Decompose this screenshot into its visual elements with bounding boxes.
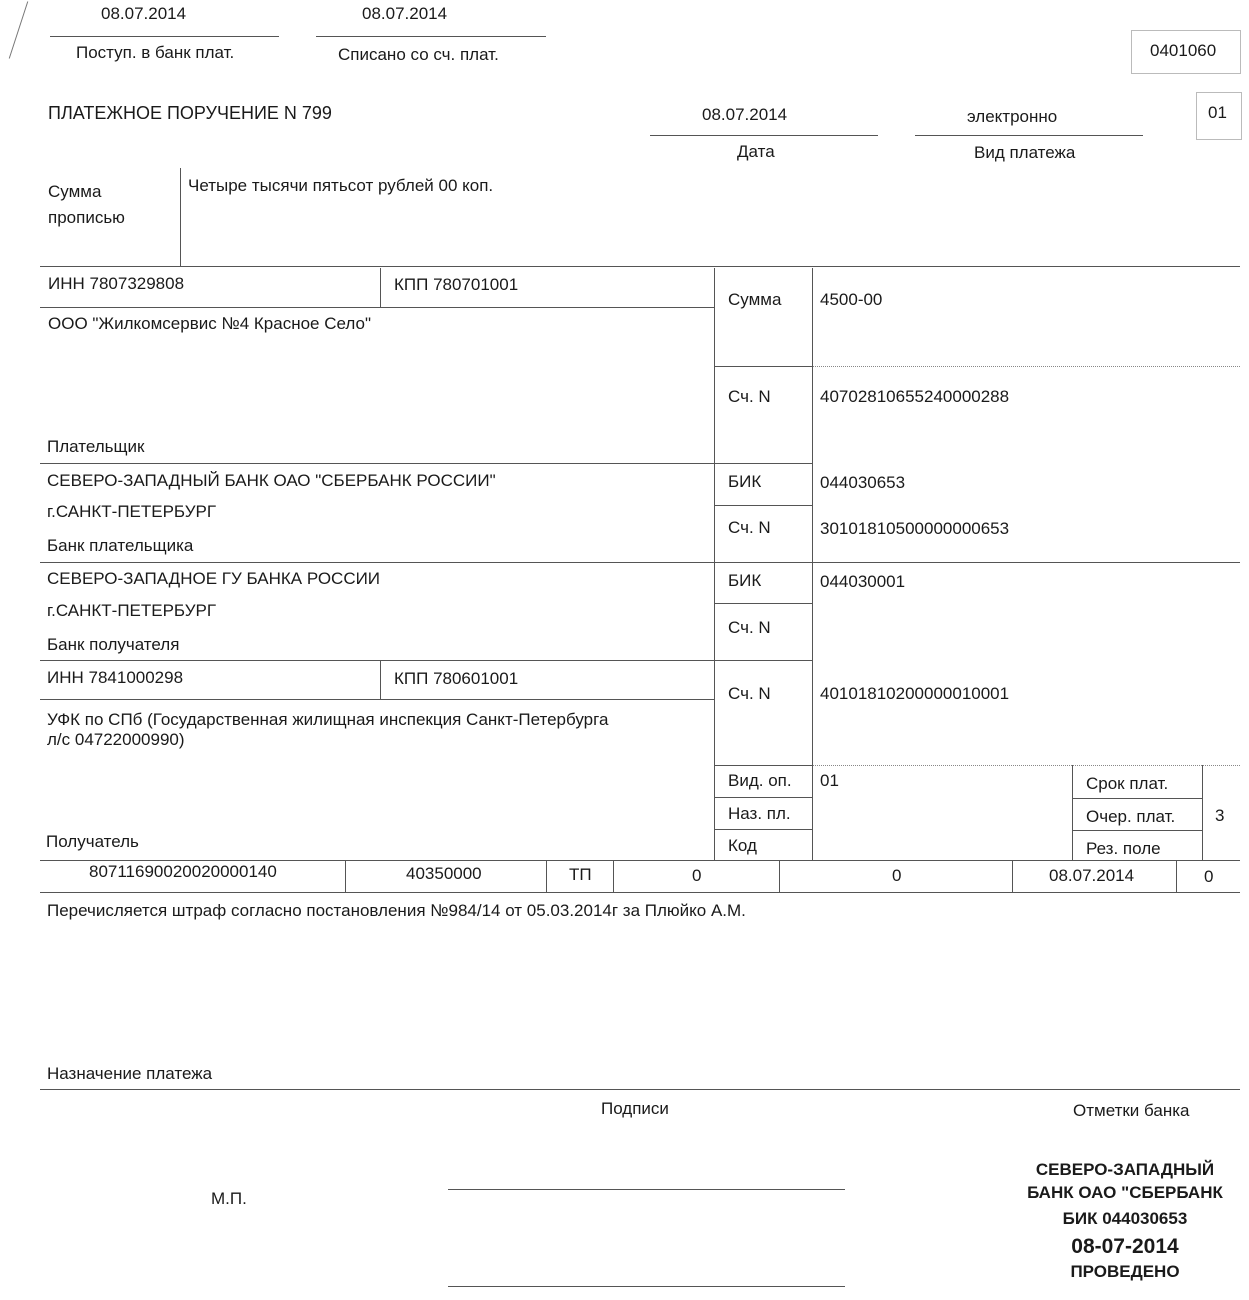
order-date-line bbox=[650, 135, 878, 136]
payer-bank-account: 30101810500000000653 bbox=[820, 519, 1010, 538]
payer-kpp: КПП 780701001 bbox=[394, 275, 519, 294]
amount-words-label-2: прописью bbox=[48, 208, 125, 227]
tax-oktmo: 40350000 bbox=[406, 864, 482, 883]
bank-stamp-line-3: БИК 044030653 bbox=[1062, 1209, 1188, 1228]
tax-divider-1 bbox=[345, 860, 346, 892]
payer-bottom-line bbox=[40, 463, 813, 464]
purpose-label: Назначение платежа bbox=[47, 1064, 213, 1083]
tax-divider-6 bbox=[1176, 860, 1177, 892]
status-code: 01 bbox=[1208, 103, 1227, 122]
form-code: 0401060 bbox=[1150, 41, 1217, 60]
term-column-left bbox=[1072, 765, 1073, 860]
payee-name-1: УФК по СПб (Государственная жилищная инспекция Санкт-Петербурга bbox=[47, 710, 609, 729]
payer-bank-bik-line bbox=[714, 505, 813, 506]
signatures-label: Подписи bbox=[601, 1099, 669, 1118]
main-label-column-left bbox=[714, 268, 715, 860]
tax-divider-5 bbox=[1012, 860, 1013, 892]
tax-doc-date: 08.07.2014 bbox=[1049, 866, 1135, 885]
sum-bottom-line bbox=[714, 366, 813, 367]
signature-line-1 bbox=[448, 1189, 845, 1190]
amount-words-divider bbox=[180, 168, 181, 266]
stamp-place-label: М.П. bbox=[211, 1189, 247, 1208]
payer-label: Плательщик bbox=[47, 437, 145, 456]
priority: 3 bbox=[1215, 806, 1225, 825]
payer-bank-account-label: Сч. N bbox=[728, 518, 771, 537]
op-type: 01 bbox=[820, 771, 839, 790]
order-date-label: Дата bbox=[737, 142, 775, 161]
bank-stamp-status: ПРОВЕДЕНО bbox=[1070, 1262, 1180, 1281]
order-date: 08.07.2014 bbox=[702, 105, 788, 124]
priority-line bbox=[1072, 830, 1202, 831]
signature-line-2 bbox=[448, 1286, 845, 1287]
payee-bank-account-label: Сч. N bbox=[728, 618, 771, 637]
received-date-line bbox=[50, 36, 279, 37]
purpose-bottom-line bbox=[40, 1089, 1240, 1090]
payer-name: ООО "Жилкомсервис №4 Красное Село" bbox=[48, 314, 371, 333]
bank-stamp-line-2: БАНК ОАО "СБЕРБАНК bbox=[1027, 1183, 1223, 1202]
payee-inn-line bbox=[40, 699, 714, 700]
tax-period: 0 bbox=[692, 866, 702, 885]
tax-type: 0 bbox=[1204, 867, 1214, 886]
received-label: Поступ. в банк плат. bbox=[76, 43, 235, 62]
tax-divider-4 bbox=[779, 860, 780, 892]
payee-kpp: КПП 780601001 bbox=[394, 669, 519, 688]
tax-basis: ТП bbox=[569, 865, 592, 884]
payment-type-line bbox=[915, 135, 1143, 136]
payer-bank-city: г.САНКТ-ПЕТЕРБУРГ bbox=[47, 502, 217, 521]
payee-inn: ИНН 7841000298 bbox=[47, 668, 184, 687]
payee-bank-label: Банк получателя bbox=[47, 635, 180, 654]
tax-row-bottom-line bbox=[40, 892, 1240, 893]
tax-row-top-line bbox=[40, 860, 1240, 861]
payer-bank-name: СЕВЕРО-ЗАПАДНЫЙ БАНК ОАО "СБЕРБАНК РОССИИ" bbox=[47, 471, 496, 490]
payment-type: электронно bbox=[967, 107, 1058, 126]
payment-type-label: Вид платежа bbox=[974, 143, 1076, 162]
document-title: ПЛАТЕЖНОЕ ПОРУЧЕНИЕ N 799 bbox=[48, 103, 332, 123]
code-label: Код bbox=[728, 836, 757, 855]
priority-label: Очер. плат. bbox=[1086, 807, 1176, 826]
payee-name-2: л/с 04722000990) bbox=[47, 730, 185, 749]
payee-account-bottom-line-right bbox=[813, 765, 1240, 766]
scan-scratch bbox=[9, 1, 28, 58]
payer-inn-kpp-divider bbox=[380, 268, 381, 308]
payer-sum-value: 4500-00 bbox=[820, 290, 883, 309]
payer-inn-line bbox=[40, 307, 714, 308]
payee-label: Получатель bbox=[46, 832, 139, 851]
payee-inn-kpp-divider bbox=[380, 660, 381, 700]
payer-bank-bottom-line bbox=[40, 562, 1240, 563]
term-label: Срок плат. bbox=[1086, 774, 1169, 793]
payee-bank-bik-label: БИК bbox=[728, 571, 762, 590]
tax-kbk: 80711690020020000140 bbox=[89, 862, 277, 881]
term-column-right bbox=[1202, 765, 1203, 860]
payee-account: 40101810200000010001 bbox=[820, 684, 1010, 703]
payee-account-bottom-line bbox=[714, 765, 813, 766]
amount-words-label-1: Сумма bbox=[48, 182, 102, 201]
purpose-code-line bbox=[714, 829, 813, 830]
main-label-column-right bbox=[812, 268, 813, 860]
term-line bbox=[1072, 798, 1202, 799]
purpose-text: Перечисляется штраф согласно постановления №984/14 от 05.03.2014г за Плюйко А.М. bbox=[47, 901, 746, 920]
amount-words-bottom-line bbox=[40, 266, 1240, 267]
reserve-label: Рез. поле bbox=[1086, 839, 1161, 858]
payer-bank-label: Банк плательщика bbox=[47, 536, 194, 555]
bank-stamp-date: 08-07-2014 bbox=[1071, 1235, 1179, 1258]
payee-bank-name: СЕВЕРО-ЗАПАДНОЕ ГУ БАНКА РОССИИ bbox=[47, 569, 381, 588]
payer-account: 40702810655240000288 bbox=[820, 387, 1010, 406]
payee-bank-bottom-line bbox=[40, 660, 813, 661]
tax-divider-2 bbox=[546, 860, 547, 892]
debited-date: 08.07.2014 bbox=[362, 4, 448, 23]
amount-words-value: Четыре тысячи пятьсот рублей 00 коп. bbox=[188, 176, 494, 195]
debited-date-line bbox=[316, 36, 546, 37]
op-type-line bbox=[714, 797, 813, 798]
payee-bank-city: г.САНКТ-ПЕТЕРБУРГ bbox=[47, 601, 217, 620]
payee-bank-bik: 044030001 bbox=[820, 572, 906, 591]
bank-stamp-line-1: СЕВЕРО-ЗАПАДНЫЙ bbox=[1035, 1160, 1215, 1179]
debited-label: Списано со сч. плат. bbox=[338, 45, 499, 64]
tax-doc-number: 0 bbox=[892, 866, 902, 885]
bank-marks-label: Отметки банка bbox=[1073, 1101, 1190, 1120]
payee-bank-bik-line bbox=[714, 603, 813, 604]
received-date: 08.07.2014 bbox=[101, 4, 187, 23]
payer-sum-label: Сумма bbox=[728, 290, 782, 309]
payer-bank-bik: 044030653 bbox=[820, 473, 906, 492]
tax-divider-3 bbox=[613, 860, 614, 892]
payer-inn: ИНН 7807329808 bbox=[48, 274, 185, 293]
op-type-label: Вид. оп. bbox=[728, 771, 792, 790]
purpose-code-label: Наз. пл. bbox=[728, 804, 791, 823]
bank-stamp bbox=[1005, 1158, 1245, 1283]
sum-bottom-line-right bbox=[813, 366, 1240, 367]
payer-account-label: Сч. N bbox=[728, 387, 771, 406]
payer-bank-bik-label: БИК bbox=[728, 472, 762, 491]
payee-account-label: Сч. N bbox=[728, 684, 771, 703]
